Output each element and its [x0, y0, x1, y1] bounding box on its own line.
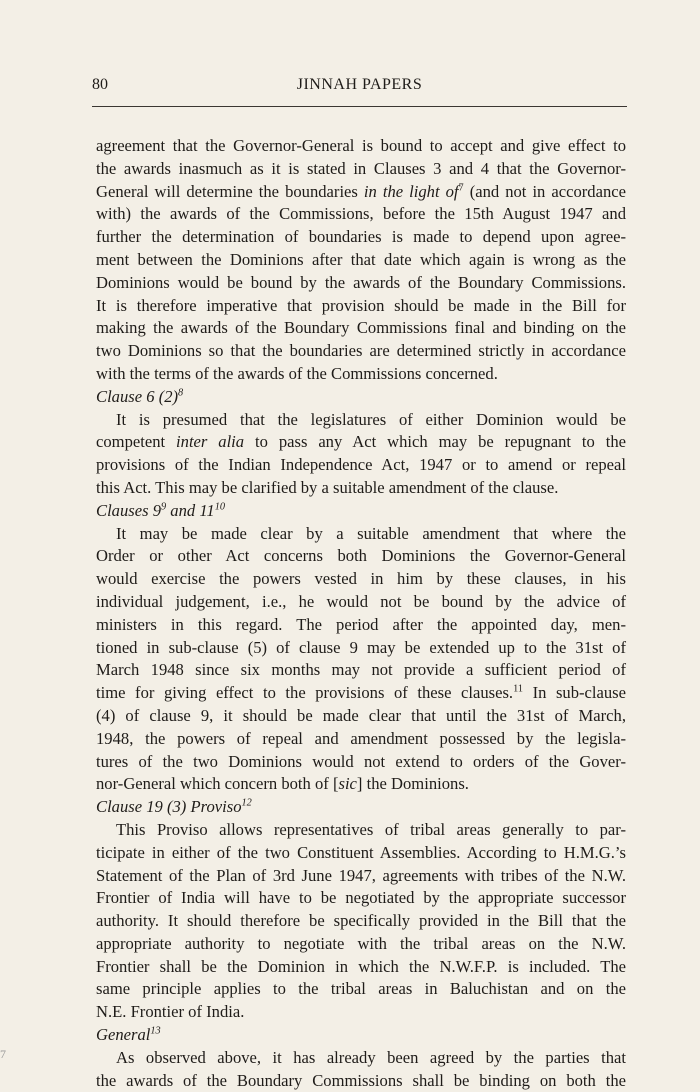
footnote-ref: 12 — [241, 797, 252, 809]
section-heading: Clause 6 $(2)^8$ — [96, 386, 184, 406]
text-line: time for giving effect to the provisions of these clauses.$^{11}$ In sub-clause — [96, 683, 626, 703]
footnote-ref: 10 — [214, 501, 225, 513]
text-line: two Dominions so that the boundaries are determined strictly in accordance — [96, 341, 626, 361]
text-line: individual judgement, i.e., he would not be bound by the advice of — [96, 591, 626, 611]
text-line: authority. It should therefore be specifically provided in the Bill that the — [96, 911, 626, 931]
page-header — [92, 76, 627, 107]
text-line: provisions of the Indian Independence Act, 1947 or to amend or repeal — [96, 455, 626, 475]
section-heading: Clause 19 (3) Proviso$^{12}$ — [96, 797, 252, 817]
text-line: agreement that the Governor-General is bound to accept and give effect to — [96, 136, 626, 155]
text-line: Frontier of India will have to be negotiated by the appropriate successor — [96, 888, 626, 908]
text-line — [96, 181, 626, 204]
running-title: JINNAH PAPERS — [296, 76, 423, 93]
footnote-ref: 8 — [178, 387, 184, 399]
text-line: N.E. Frontier of India. — [96, 1002, 245, 1022]
text-line: the awards of the Boundary Commissions shall be binding on both the — [96, 1070, 626, 1090]
text-line: further the determination of boundaries is made to depend upon agree- — [96, 227, 626, 247]
footnote-ref: 11 — [513, 683, 523, 695]
text-line: It is presumed that the legislatures of either Dominion would be — [116, 409, 626, 429]
text-line: (4) of clause 9, it should be made clear that until the 31st of March, — [96, 705, 626, 725]
body-text — [96, 135, 626, 1092]
italic-phrase: sic — [338, 774, 357, 794]
page-corner-mark: 7 — [0, 1047, 6, 1061]
text-line: the awards inasmuch as it is stated in Clauses 3 and 4 that the Governor- — [96, 158, 626, 178]
text-fragment: General will determine the boundaries — [96, 181, 364, 201]
footnote-ref: 7 — [458, 182, 464, 194]
text-line: 1948, the powers of repeal and amendment possessed by the legisla- — [96, 728, 626, 748]
text-line: competent inter alia to pass any Act which may be repugnant to the — [96, 432, 626, 452]
text-line: Order or other Act concerns both Dominions the Governor-General — [96, 546, 626, 566]
text-line: Dominions would be bound by the awards of the Boundary Commissions. — [96, 272, 626, 292]
text-line: with) the awards of the Commissions, before the 15th August 1947 and — [96, 204, 626, 224]
footnote-ref: 9 — [161, 501, 167, 513]
text-line: tioned in sub-clause (5) of clause 9 may be extended up to the 31st of — [96, 637, 626, 657]
text-line: ticipate in either of the two Constituent Assemblies. According to H.M.G.’s — [96, 842, 626, 862]
text-line: would exercise the powers vested in him by these clauses, in his — [96, 569, 626, 589]
text-line: This Proviso allows representatives of tribal areas generally to par- — [116, 819, 626, 839]
text-line: this Act. This may be clarified by a suitable amendment of the clause. — [96, 477, 559, 497]
text-line: ment between the Dominions after that date which again is wrong as the — [96, 249, 626, 269]
text-line: making the awards of the Boundary Commissions final and binding on the — [96, 318, 626, 338]
text-line: Statement of the Plan of 3rd June 1947, agreements with tribes of the N.W. — [96, 865, 626, 885]
text-line: nor-General which concern both of [sic] the Dominions. — [96, 774, 469, 794]
text-line: As observed above, it has already been agreed by the parties that — [116, 1047, 626, 1067]
section-heading: Clauses $9^9$ and $11^{10}$ — [96, 500, 225, 520]
italic-phrase: inter alia — [176, 432, 245, 452]
section-heading: General$^{13}$ — [96, 1025, 161, 1045]
text-line: March 1948 since six months may not provide a sufficient period of — [96, 660, 626, 680]
text-line: same principle applies to the tribal areas in Baluchistan and on the — [96, 979, 626, 999]
text-line: with the terms of the awards of the Commissions concerned. — [96, 363, 498, 383]
text-line: tures of the two Dominions would not extend to orders of the Gover- — [96, 751, 626, 771]
page-number: 80 — [92, 76, 108, 93]
text-line: ministers in this regard. The period after the appointed day, men- — [96, 614, 626, 634]
text-line: appropriate authority to negotiate with the tribal areas on the N.W. — [96, 933, 626, 953]
text-line: Frontier shall be the Dominion in which the N.W.F.P. is included. The — [96, 956, 626, 976]
italic-phrase: in the light of — [363, 181, 459, 201]
text-line: It is therefore imperative that provision should be made in the Bill for — [96, 295, 626, 315]
text-fragment: (and not in accordance — [463, 181, 626, 201]
footnote-ref: 13 — [150, 1025, 161, 1037]
text-line: It may be made clear by a suitable amendment that where the — [116, 523, 626, 543]
